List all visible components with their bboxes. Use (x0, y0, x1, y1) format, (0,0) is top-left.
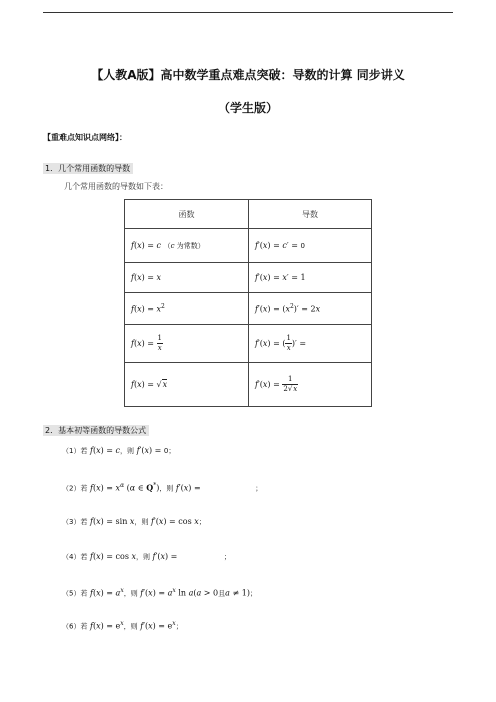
section2-heading (43, 418, 149, 437)
item-then: ，则 (134, 518, 149, 526)
cell-function: f(x) = $\frac{1}{x}$ (125, 325, 249, 363)
zero-value: 0 (163, 447, 169, 455)
derivative-table (124, 199, 372, 407)
cell-derivative: $f'(x) = (x^2)' = 2x$ (249, 293, 372, 325)
item-end: ； (198, 518, 206, 526)
zero-value: 0 (300, 242, 305, 250)
exponent: 2 (161, 303, 165, 311)
item-number: （6） (62, 622, 81, 631)
formula-1: （1）若 f(x) = c，则 f′(x) = 0； (62, 446, 176, 455)
item-end: ； (255, 484, 263, 493)
item-number: （3） (62, 518, 81, 526)
fraction: $\frac{1}{x}$ (157, 334, 162, 352)
formula-2: （2）若 $f(x) = x^\alpha$ (α ∈ Q*)，则 f′(x) = ； (62, 482, 263, 493)
fraction-numerator: 1 (282, 375, 298, 385)
item-then: ，则 (123, 589, 138, 598)
fraction-numerator: 1 (157, 334, 162, 342)
table-row (125, 325, 372, 363)
item-and: 且 (218, 589, 226, 598)
formula-6: （6）若 $f(x) = e^x$，则 $f'(x) = e^x$； (62, 620, 183, 631)
table-row (125, 229, 372, 263)
item-number: （1） (62, 447, 81, 455)
item-if: 若 (80, 484, 88, 493)
cell-function: f(x) = c （c 为常数） (125, 229, 249, 263)
item-then: ，则 (159, 484, 174, 493)
formula-4: （4）若 f(x) = cos x，则 f′(x) = ； (62, 552, 231, 561)
cell-derivative: f′(x) = $\frac{1}{2√x}$ (249, 363, 372, 407)
table-header-row (125, 200, 372, 229)
section1-title: 1．几个常用函数的导数 (43, 163, 133, 174)
header-rule (43, 12, 453, 13)
item-end: ； (249, 589, 257, 598)
item-if: 若 (80, 589, 88, 598)
cell-derivative: f′(x) = ( $\frac{1}{x}$ )′ = (249, 325, 372, 363)
coefficient: 2 (310, 304, 316, 314)
section1-intro: 几个常用函数的导数如下表： (64, 182, 168, 191)
table-row (125, 293, 372, 325)
formula-5: （5）若 $f(x) = a^x$，则 $f'(x) = a^x$ ln a(a > 0且a ≠ 1)； (62, 587, 257, 598)
item-number: （5） (62, 589, 81, 598)
formula-3: （3）若 f(x) = sin x，则 f′(x) = cos x； (62, 517, 206, 526)
fraction: $\frac{1}{2√x}$ (283, 375, 298, 393)
cell-function: $f(x) = x^2$ (125, 293, 249, 325)
item-if: 若 (80, 518, 88, 526)
cell-derivative: f′(x) = c′ = 0 (249, 229, 372, 263)
table-row (125, 363, 372, 407)
section-heading: 【重难点知识点网络】： (43, 133, 127, 142)
document-subtitle: （学生版） (217, 101, 278, 115)
item-then: ，则 (136, 553, 150, 561)
fraction-numerator: 1 (286, 334, 291, 342)
one-value: 1 (300, 273, 306, 282)
document-title: 【人教A版】高中数学重点难点突破：导数的计算 同步讲义 (91, 68, 405, 82)
fraction: $\frac{1}{x}$ (286, 334, 291, 352)
item-end: ； (168, 447, 176, 455)
item-then: ，则 (120, 447, 135, 455)
exponent: 2 (289, 303, 294, 311)
cell-function: f(x) = √x (125, 363, 249, 407)
cell-derivative: f′(x) = x′ = 1 (249, 263, 372, 293)
item-number: （2） (62, 484, 81, 493)
item-if: 若 (80, 622, 88, 631)
col-derivative-header: 导数 (249, 200, 372, 229)
cell-function: f(x) = x (125, 263, 249, 293)
item-number: （4） (62, 553, 81, 561)
section2-title: 2．基本初等函数的导数公式 (43, 425, 149, 436)
table-row (125, 263, 372, 293)
item-if: 若 (80, 553, 88, 561)
item-then: ，则 (123, 622, 138, 631)
item-if: 若 (80, 447, 88, 455)
item-end: ； (223, 553, 231, 561)
const-note: 为常数 (176, 241, 198, 250)
item-end: ； (175, 622, 183, 631)
section1-heading (43, 156, 133, 175)
col-function-header: 函数 (125, 200, 249, 229)
coefficient: 2 (283, 385, 288, 393)
